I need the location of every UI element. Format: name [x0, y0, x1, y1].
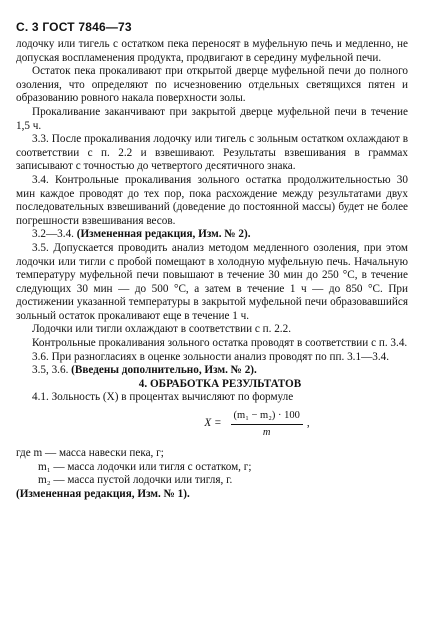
section-title: 4. ОБРАБОТКА РЕЗУЛЬТАТОВ [138, 377, 302, 390]
definition-m1: m₁ — масса лодочки или тигля с остатком, г; [38, 460, 252, 473]
paragraph-control-calcination: Контрольные прокаливания зольного остатка проводят в соответствии с п. 3.4. [32, 337, 408, 350]
amendment-note-3-5-3-6 [16, 364, 408, 378]
ash-content-formula [106, 409, 408, 439]
formula-definitions [16, 447, 408, 501]
paragraph-continuation: лодочку или тигель с остатком пека переносят в муфельную печь и медленно, не допуская воспламенения продукта, продвигают в середину муфельной печи. [16, 38, 408, 64]
amendment-text: (Введены дополнительно, Изм. № 2). [71, 364, 257, 377]
amendment-clauses: 3.2—3.4. [32, 228, 74, 241]
paragraph-3-4: 3.4. Контрольные прокаливания зольного остатка продолжительностью 30 мин каждое проводят до тех пор, пока расхождение между результатами двух последовательных взвешиваний (доведение до постоянной массы) будет не более погрешности взвешивания весов. [16, 173, 408, 227]
amendment-clauses: 3.5, 3.6. [32, 364, 69, 377]
amendment-note-4-1: (Измененная редакция, Изм. № 1). [16, 488, 190, 500]
paragraph-cooling: Лодочки или тигли охлаждают в соответствии с п. 2.2. [32, 323, 291, 336]
formula-lhs: X = [204, 417, 222, 430]
document-body [16, 38, 408, 502]
formula-denominator: m [262, 426, 271, 438]
paragraph-4-1: 4.1. Зольность (X) в процентах вычисляют по формуле [32, 391, 294, 404]
definition-m: где m — масса навески пека, г; [16, 447, 164, 460]
formula-numerator: (m₁ − m₂) · 100 [231, 409, 303, 425]
paragraph-3-5: 3.5. Допускается проводить анализ методом медленного озоления, при этом лодочки или тигли с пробой помещают в холодную муфельную печь. Начальную температуру муфельной печи повышают в течение 30 мин до 250 °С, в течение следующих 30 мин — до 500 °С, а затем в течение 1 ч — до 850 °С. При достижении указанной температуры в закрытой муфельной печи образовавшийся зольный остаток прокаливают еще в течение 1 ч. [16, 241, 408, 322]
formula-tail: , [306, 417, 310, 430]
paragraph-ash-calcination: Остаток пека прокаливают при открытой дверце муфельной печи до полного озоления, что определяют по исчезновению отдельных светящихся пятен и образованию ровного накала поверхности золы. [16, 65, 408, 105]
paragraph-calcination-end: Прокаливание заканчивают при закрытой дверце муфельной печи в течение 1,5 ч. [16, 105, 408, 132]
amendment-text: (Измененная редакция, Изм. № 2). [76, 228, 251, 241]
page-header: С. 3 ГОСТ 7846—73 [16, 20, 132, 34]
amendment-note-3-2-3-4 [16, 228, 408, 242]
paragraph-3-3: 3.3. После прокаливания лодочку или тигель с зольным остатком охлаждают в соответствии с п. 2.2 и взвешивают. Результаты взвешивания в граммах записывают с точностью до четвертого десятичного знака. [16, 133, 408, 173]
formula-fraction [231, 409, 303, 439]
definition-m2: m₂ — масса пустой лодочки или тигля, г. [38, 474, 233, 487]
paragraph-3-6: 3.6. При разногласиях в оценке зольности анализ проводят по пп. 3.1—3.4. [32, 350, 390, 363]
